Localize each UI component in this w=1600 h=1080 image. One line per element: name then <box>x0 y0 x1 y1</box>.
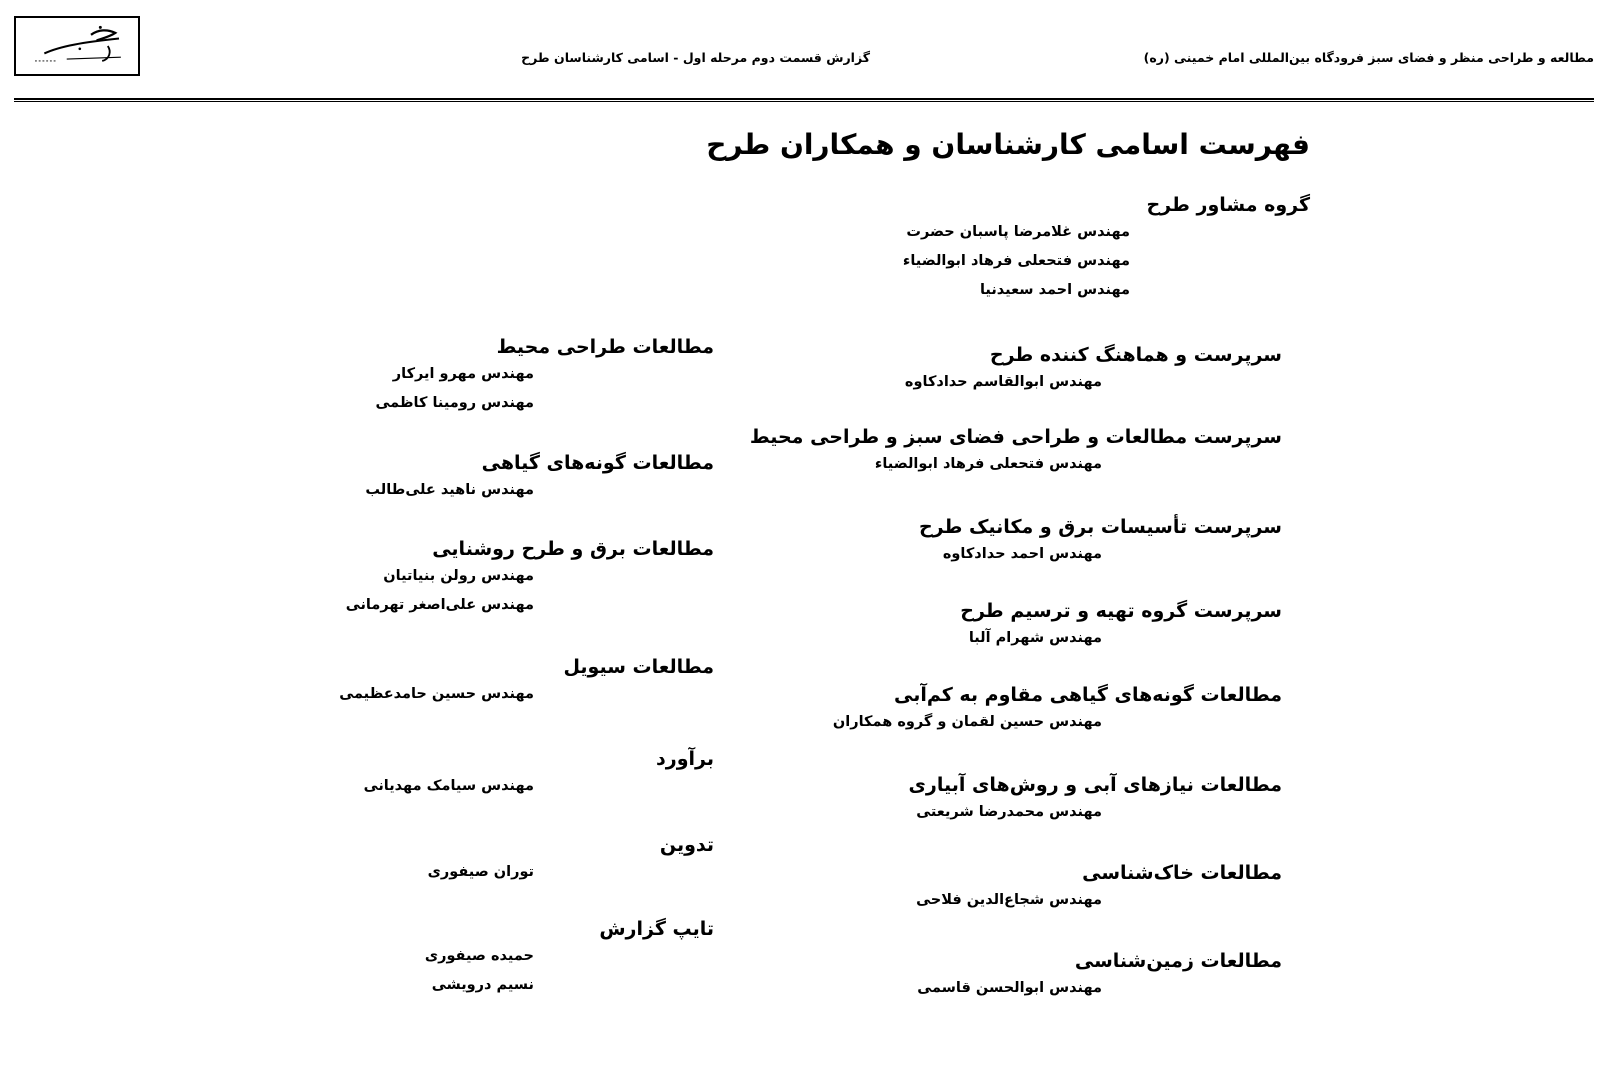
member-name: مهندس سیامک مهدیانی <box>363 778 534 794</box>
member-name: مهندس رومینا کاظمی <box>375 395 534 411</box>
group-heading: مطالعات خاک‌شناسی <box>1082 862 1282 884</box>
left-group-4 <box>364 746 714 801</box>
group-heading: برآورد <box>656 748 714 770</box>
member-name: مهندس ابوالحسن قاسمی <box>917 980 1102 996</box>
right-group-3 <box>919 514 1282 569</box>
member-name: حمیده صیفوری <box>424 948 534 964</box>
group-heading: سرپرست و هماهنگ کننده طرح <box>989 344 1282 366</box>
header-project-title: مطالعه و طراحی منظر و فضای سبز فرودگاه بین‌المللی امام خمینی (ره) <box>1143 50 1594 65</box>
member-name: مهندس فتحعلی فرهاد ابوالضیاء <box>874 456 1102 472</box>
right-group-8 <box>917 948 1282 1003</box>
left-group-5 <box>428 832 714 887</box>
group-heading: مطالعات گونه‌های گیاهی مقاوم به کم‌آبی <box>893 684 1282 706</box>
member-name: مهندس احمد حدادکاوه <box>942 546 1102 562</box>
left-group-2 <box>346 536 714 620</box>
right-group-7 <box>916 860 1282 915</box>
right-group-2 <box>750 424 1282 479</box>
left-group-1 <box>365 450 714 505</box>
member-name: مهندس حسین لقمان و گروه همکاران <box>832 714 1102 730</box>
group-heading: سرپرست تأسیسات برق و مکانیک طرح <box>918 516 1282 538</box>
right-group-4 <box>960 598 1282 653</box>
left-group-3 <box>339 654 714 709</box>
group-heading: مطالعات زمین‌شناسی <box>1074 950 1282 972</box>
group-heading: مطالعات نیازهای آبی و روش‌های آبیاری <box>908 774 1282 796</box>
member-name: مهندس شهرام آلبا <box>968 630 1102 646</box>
member-name: مهندس غلامرضا پاسبان حضرت <box>906 224 1130 240</box>
group-heading: تدوین <box>659 834 714 856</box>
right-group-1 <box>905 342 1282 397</box>
right-group-0 <box>903 192 1310 305</box>
member-name: مهندس ناهید علی‌طالب <box>365 482 534 498</box>
calligraphy-logo-icon <box>16 18 138 74</box>
group-heading: مطالعات طراحی محیط <box>496 336 714 358</box>
logo <box>14 16 140 76</box>
header-divider-thin <box>14 101 1594 102</box>
group-heading: مطالعات برق و طرح روشنایی <box>432 538 714 560</box>
group-heading: سرپرست مطالعات و طراحی فضای سبز و طراحی محیط <box>749 426 1282 448</box>
member-name: مهندس ابوالقاسم حدادکاوه <box>904 374 1102 390</box>
group-heading: سرپرست گروه تهیه و ترسیم طرح <box>960 600 1282 622</box>
member-name: مهندس محمدرضا شریعتی <box>916 804 1102 820</box>
header-divider <box>14 98 1594 100</box>
header-report-title: گزارش قسمت دوم مرحله اول - اسامی کارشناسان طرح <box>521 50 870 65</box>
member-name: مهندس فتحعلی فرهاد ابوالضیاء <box>902 253 1130 269</box>
member-name: مهندس شجاع‌الدین فلاحی <box>916 892 1102 908</box>
right-group-5 <box>833 682 1282 737</box>
member-name: مهندس حسین حامدعظیمی <box>339 686 534 702</box>
page-title: فهرست اسامی کارشناسان و همکاران طرح <box>706 128 1310 161</box>
group-heading: مطالعات گونه‌های گیاهی <box>481 452 714 474</box>
member-name: توران صیفوری <box>427 864 534 880</box>
member-name: نسیم درویشی <box>431 977 534 993</box>
group-heading: مطالعات سیویل <box>563 656 714 678</box>
member-name: مهندس رولن بنیاتیان <box>383 568 534 584</box>
left-group-0 <box>376 334 715 418</box>
member-name: مهندس احمد سعیدنیا <box>979 282 1130 298</box>
member-name: مهندس مهرو ایرکار <box>392 366 534 382</box>
left-group-6 <box>425 916 714 1000</box>
group-heading: گروه مشاور طرح <box>1146 194 1310 216</box>
right-group-6 <box>908 772 1282 827</box>
member-name: مهندس علی‌اصغر تهرمانی <box>345 597 534 613</box>
group-heading: تایپ گزارش <box>599 918 714 940</box>
